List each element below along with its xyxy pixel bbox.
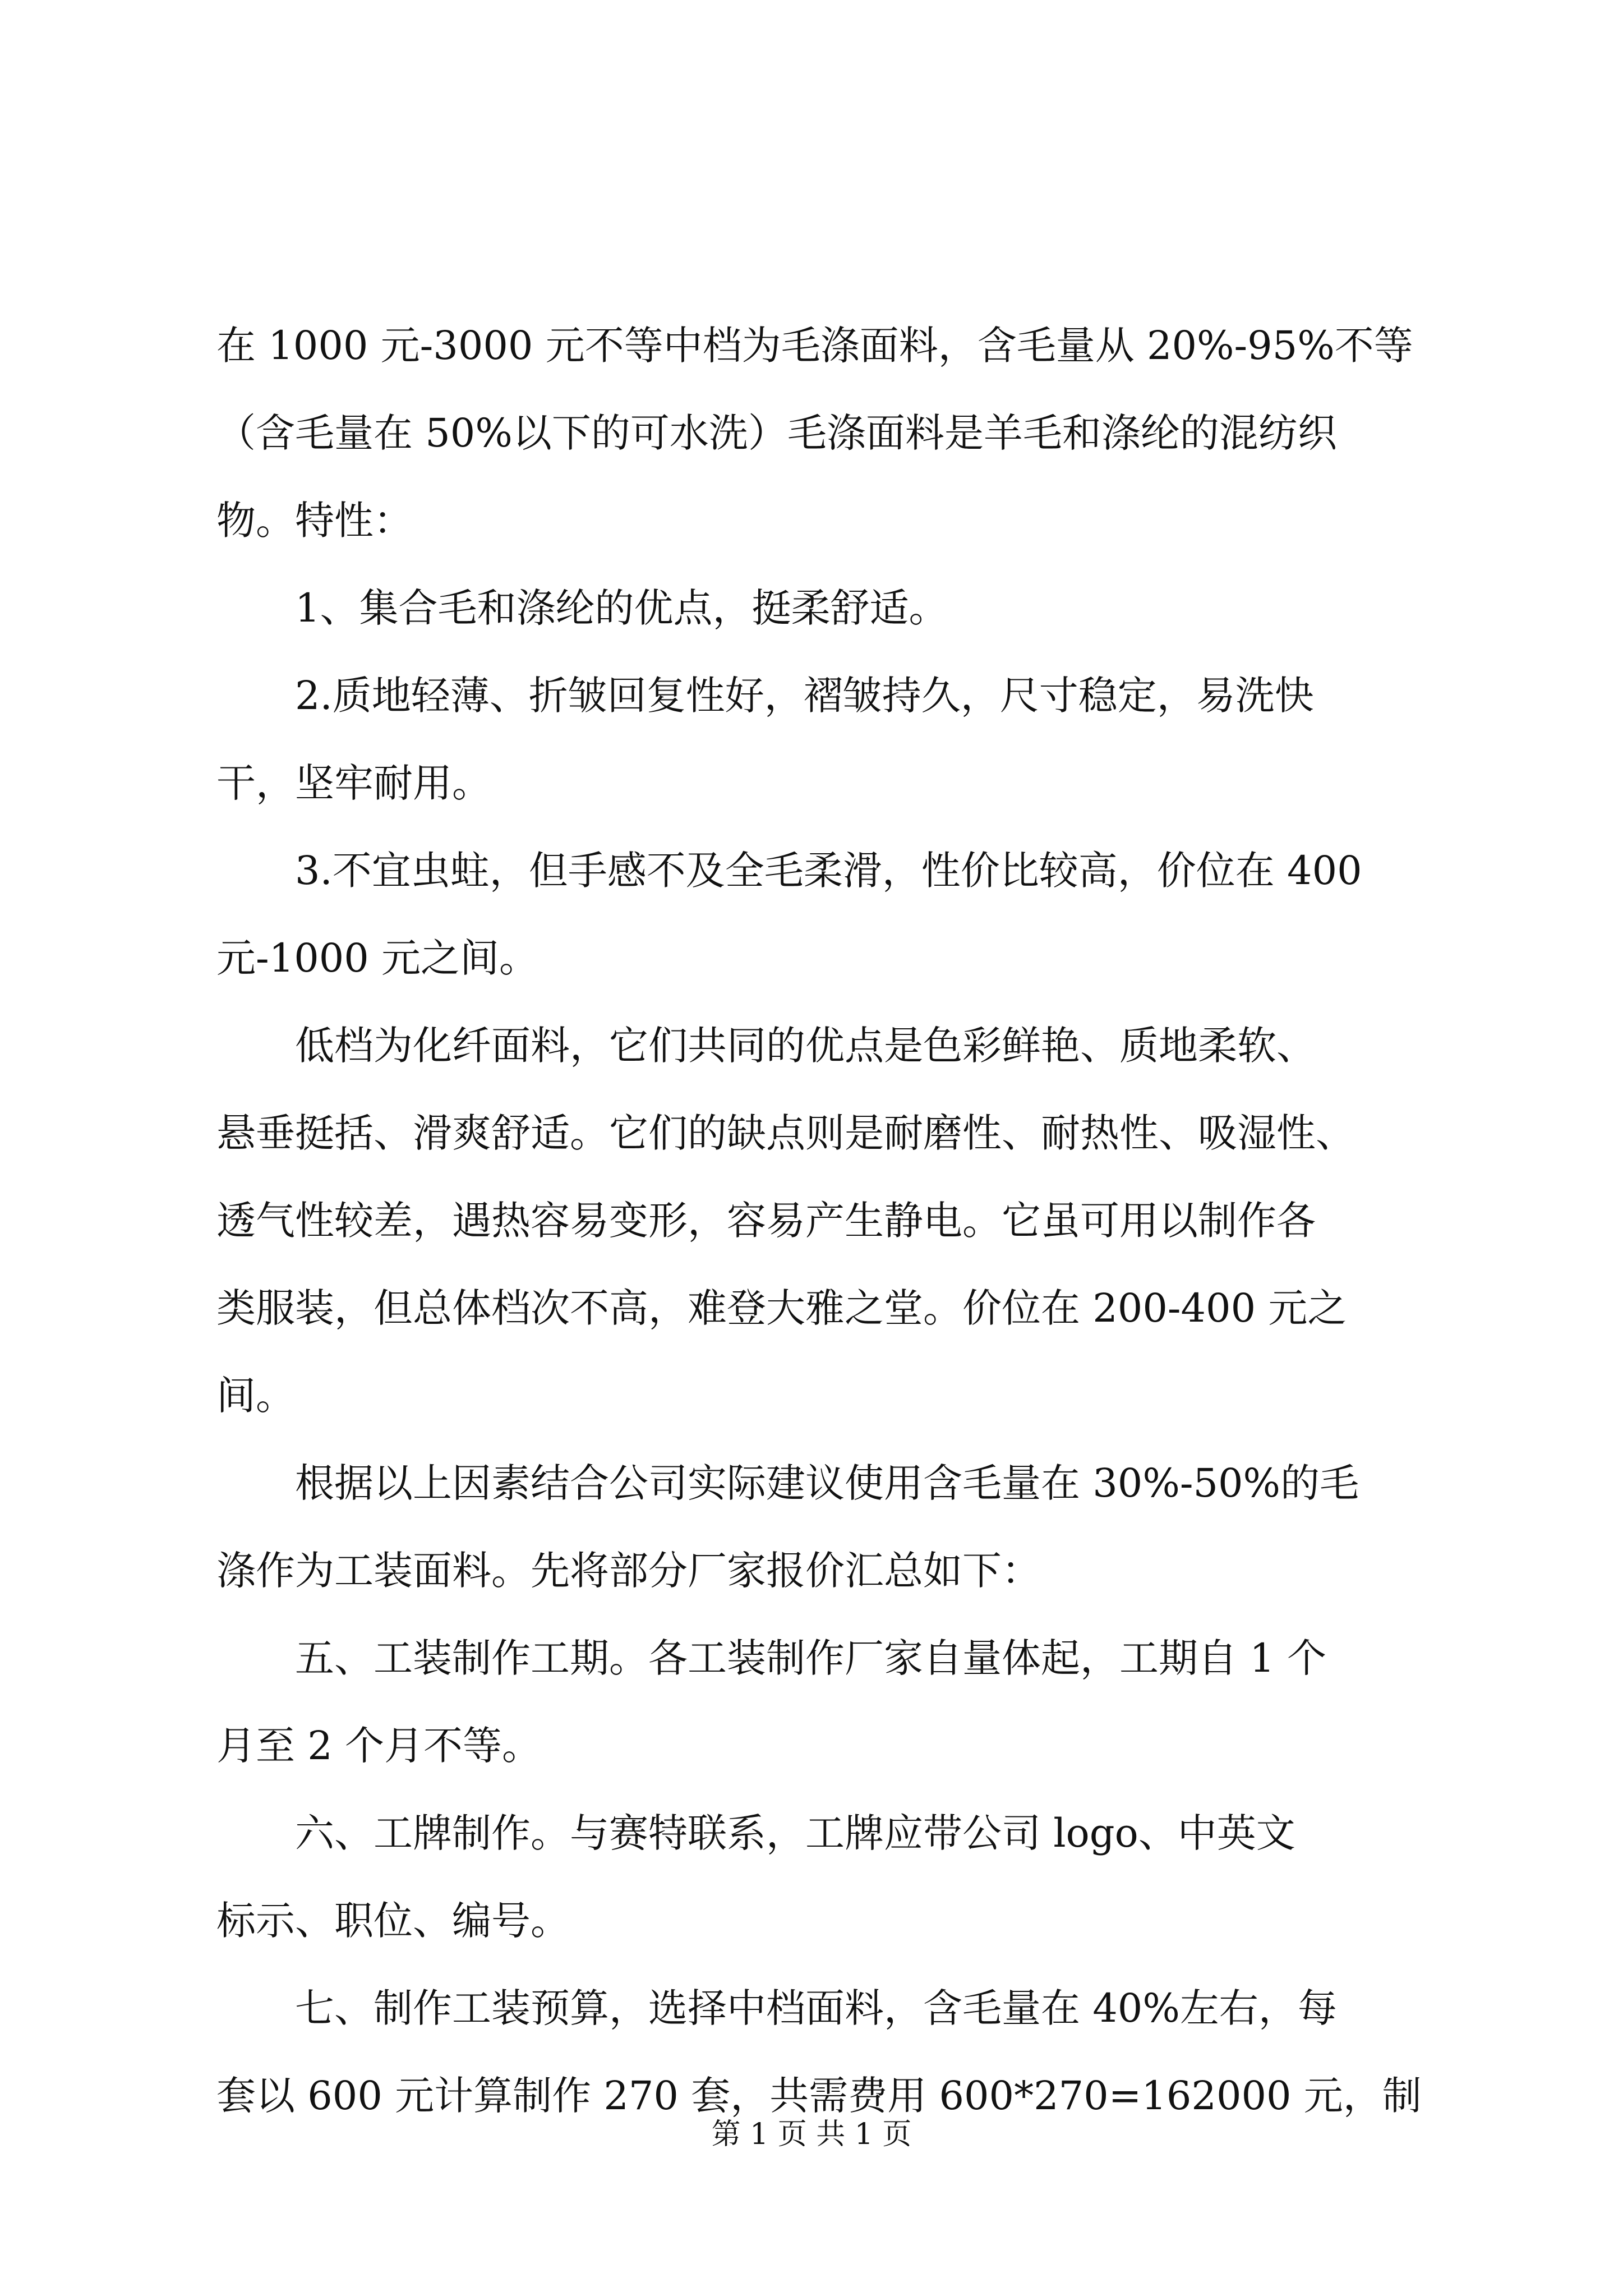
text-line: 3.不宜虫蛀，但手感不及全毛柔滑，性价比较高，价位在 400	[295, 848, 1362, 894]
page-number-footer: 第 1 页 共 1 页	[711, 2118, 912, 2151]
text-line: 间。	[216, 1373, 295, 1419]
text-line: 标示、职位、编号。	[216, 1898, 570, 1944]
text-line: 物。特性：	[216, 498, 413, 544]
text-line: 涤作为工装面料。先将部分厂家报价汇总如下：	[216, 1548, 1041, 1594]
text-line: 六、工牌制作。与赛特联系，工牌应带公司 logo、中英文	[295, 1810, 1295, 1856]
text-line: 2.质地轻薄、折皱回复性好，褶皱持久，尺寸稳定，易洗快	[295, 673, 1314, 719]
text-line: 悬垂挺括、滑爽舒适。它们的缺点则是耐磨性、耐热性、吸湿性、	[216, 1110, 1355, 1156]
text-line: 透气性较差，遇热容易变形，容易产生静电。它虽可用以制作各	[216, 1198, 1316, 1244]
text-line: 七、制作工装预算，选择中档面料，含毛量在 40%左右，每	[295, 1985, 1337, 2031]
text-line: 干，坚牢耐用。	[216, 760, 491, 806]
text-line: 类服装，但总体档次不高，难登大雅之堂。价位在 200-400 元之	[216, 1285, 1347, 1331]
text-line: 在 1000 元-3000 元不等中档为毛涤面料，含毛量从 20%-95%不等	[216, 323, 1413, 369]
text-line: 1、集合毛和涤纶的优点，挺柔舒适。	[295, 585, 948, 631]
document-body	[216, 302, 1422, 2139]
text-line: 低档为化纤面料，它们共同的优点是色彩鲜艳、质地柔软、	[295, 1023, 1316, 1069]
text-line: 根据以上因素结合公司实际建议使用含毛量在 30%-50%的毛	[295, 1460, 1359, 1506]
text-line: 套以 600 元计算制作 270 套，共需费用 600*270=162000 元，制	[216, 2073, 1422, 2119]
text-line: 元-1000 元之间。	[216, 935, 539, 981]
text-line: （含毛量在 50%以下的可水洗）毛涤面料是羊毛和涤纶的混纺织	[216, 410, 1337, 456]
text-line: 月至 2 个月不等。	[216, 1723, 542, 1769]
text-line: 五、工装制作工期。各工装制作厂家自量体起，工期自 1 个	[295, 1635, 1327, 1681]
